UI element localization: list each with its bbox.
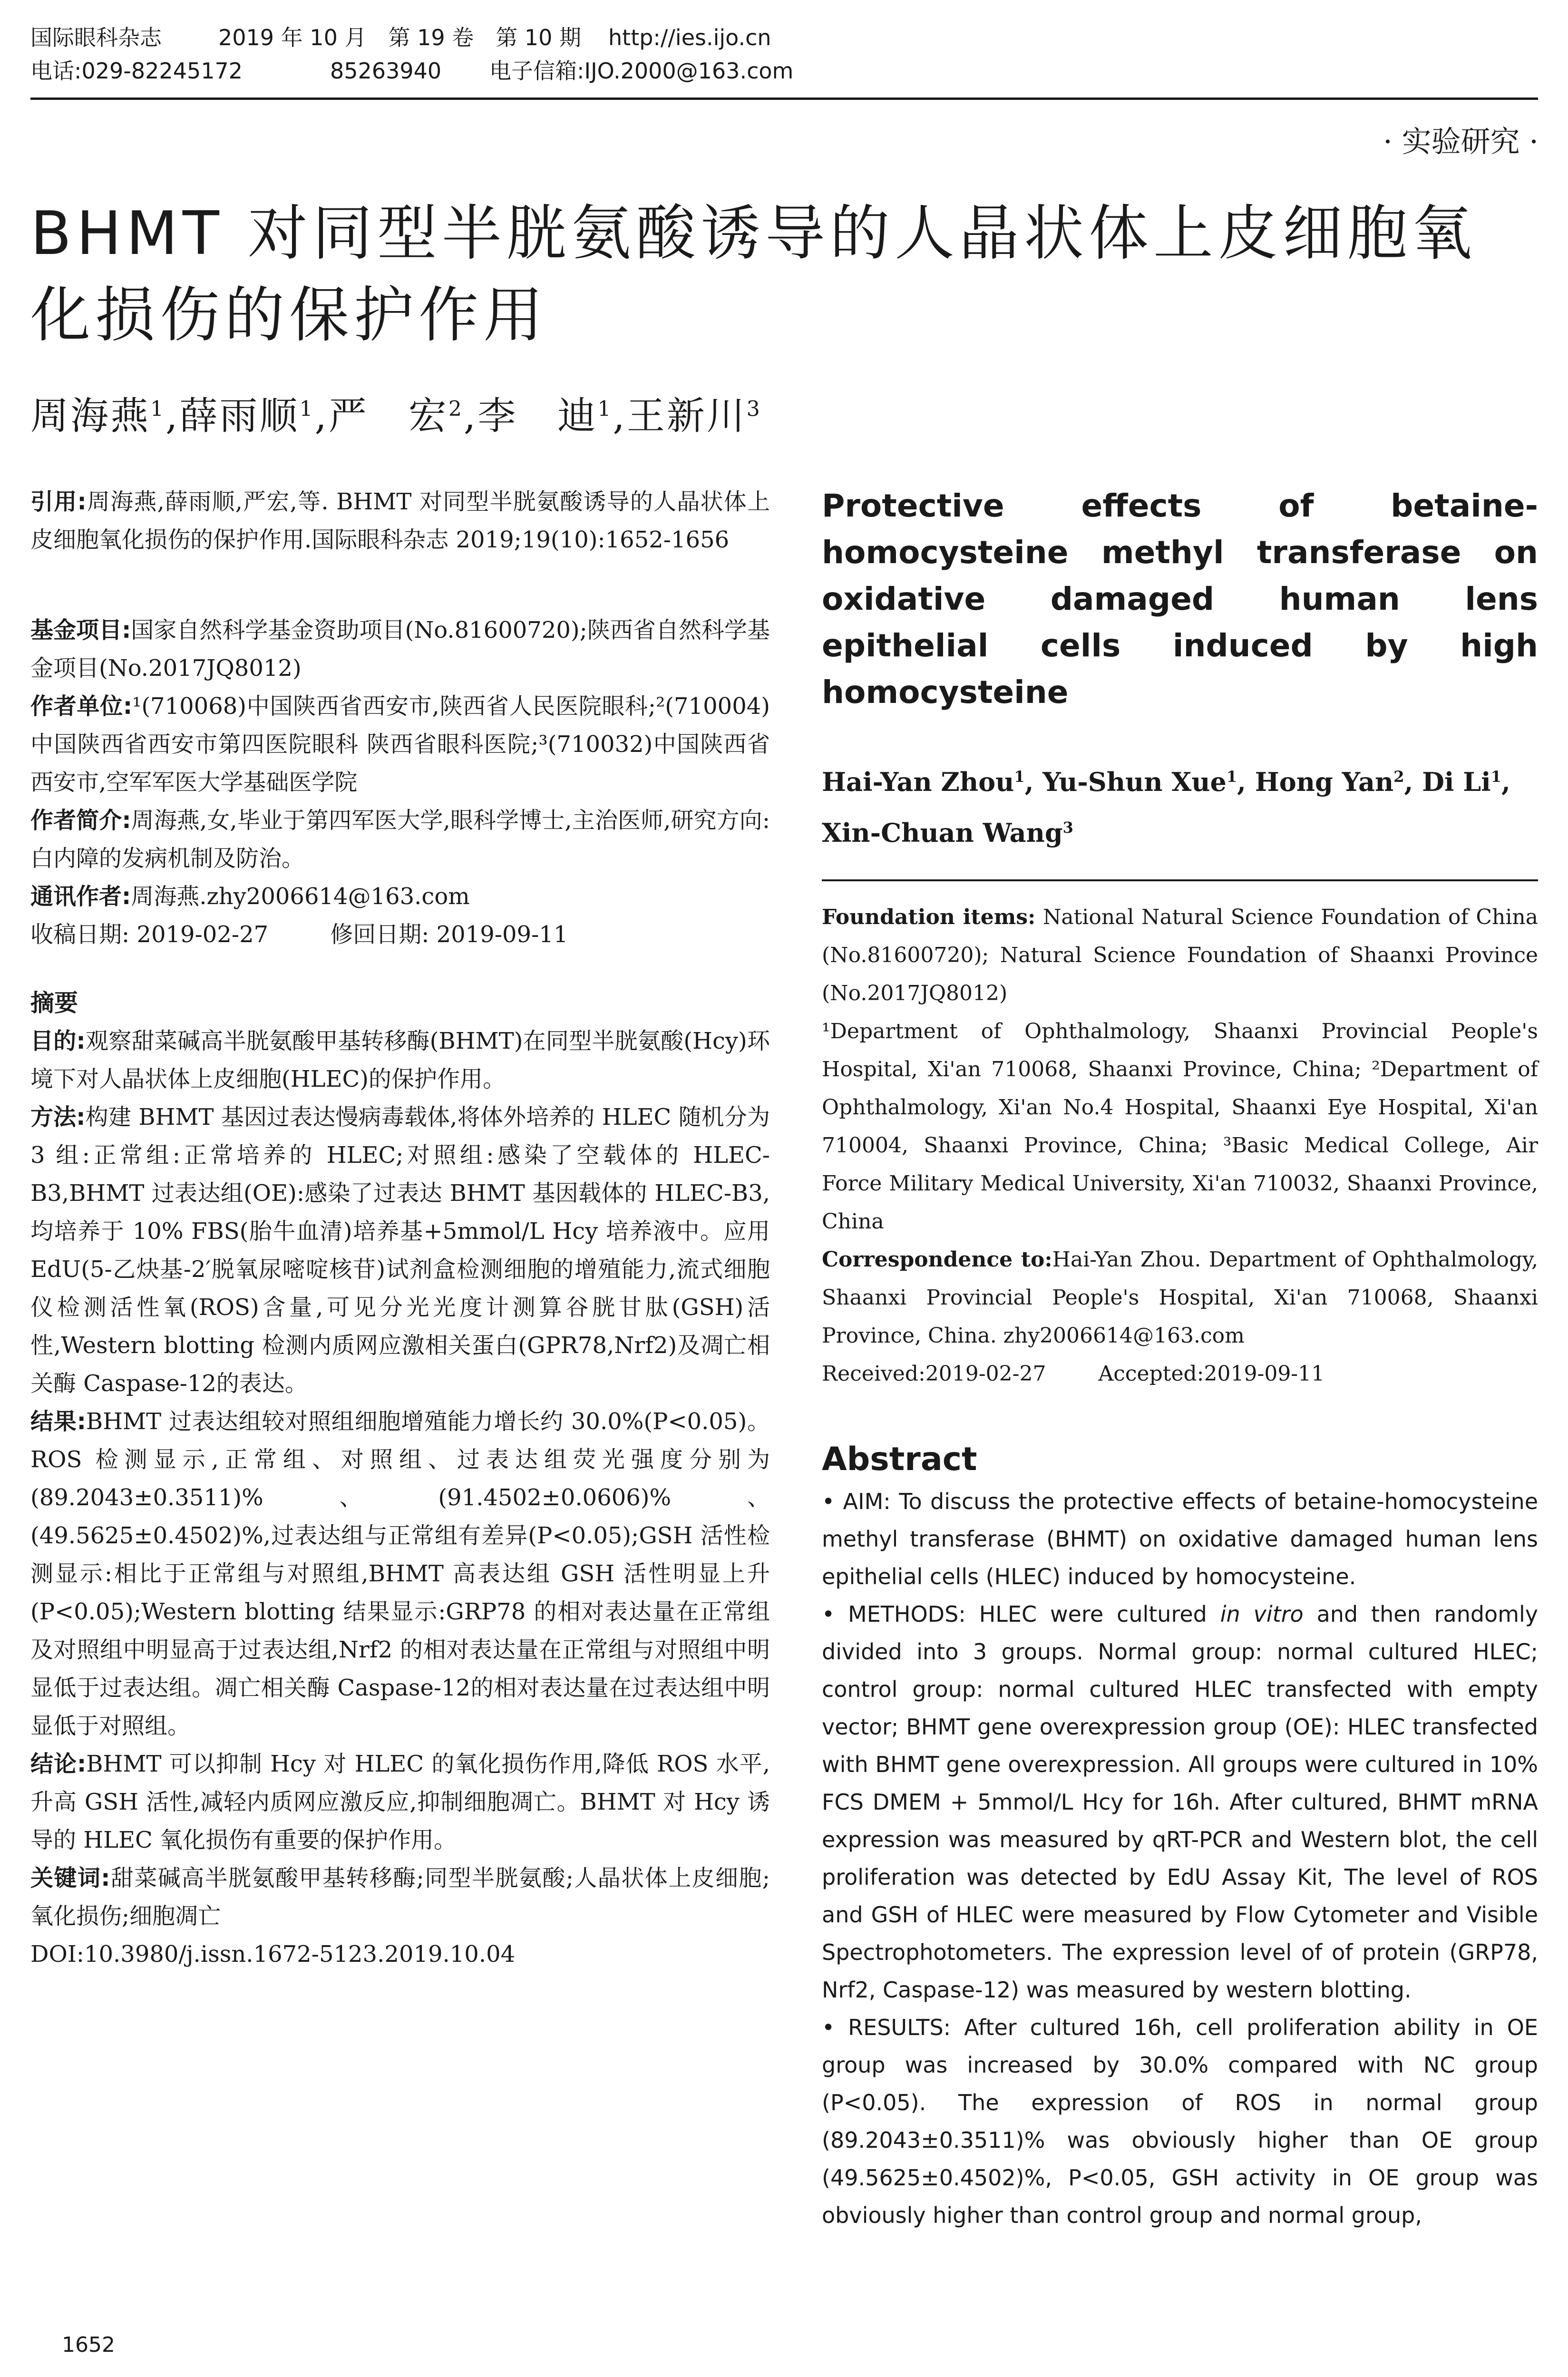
en-methods-b: and then randomly divided into 3 groups. Normal group: normal cultured HLEC; control group: normal cultured HLEC transfected with empty vector; BHMT gene overexpression group (OE): HLEC transfected with BHMT gene overexpression. All groups were cultured in 10% FCS DMEM + 5mmol/L Hcy for 16h. After cultured, BHMT mRNA expression was measured by qRT-PCR and Western blot, the cell proliferation was detected by EdU Assay Kit, The level of ROS and GSH of HLEC were measured by Flow Cytometer and Visible Spectrophotometers. The expression level of of protein (GRP78, Nrf2, Caspase-12) was measured by western blotting. [822, 1601, 1539, 2003]
journal-phone: 电话:029-82245172 [30, 58, 243, 84]
corr-label: Correspondence to: [822, 1247, 1052, 1272]
author-name: Yu-Shun Xue [1042, 767, 1227, 797]
journal-url[interactable]: http://ies.ijo.cn [608, 25, 771, 50]
citation-label: 引用: [30, 488, 87, 515]
page-number: 1652 [62, 2333, 115, 2357]
english-correspondence [822, 1241, 1538, 1355]
running-header [30, 21, 793, 88]
results-text: BHMT 过表达组较对照组细胞增殖能力增长约 30.0%(P<0.05)。ROS 检测显示,正常组、对照组、过表达组荧光强度分别为(89.2043±0.3511)%、(91.4502±0.0606)%、(49.5625±0.4502)%,过表达组与正常组有差异(P<0.05);GSH 活性检测显示:相比于正常组与对照组,BHMT 高表达组 GSH 活性明显上升(P<0.05);Western blotting 结果显示:GRP78 的相对表达量在正常组及对照组中明显高于过表达组,Nrf2 的相对表达量在正常组与对照组中明显低于过表达组。凋亡相关酶 Caspase-12的相对表达量在过表达组中明显低于对照组。 [30, 1408, 770, 1739]
abstract-results [30, 1403, 770, 1745]
author-affil-mark: 2 [448, 397, 464, 421]
fund-label: Foundation items: [822, 905, 1036, 929]
affil-text: ¹(710068)中国陕西省西安市,陕西省人民医院眼科;²(710004)中国陕西省西安市第四医院眼科 陕西省眼科医院;³(710032)中国陕西省西安市,空军军医大学基础医学院 [30, 693, 770, 796]
methods-text: 构建 BHMT 基因过表达慢病毒载体,将体外培养的 HLEC 随机分为 3 组:正常组:正常培养的 HLEC;对照组:感染了空载体的 HLEC-B3,BHMT 过表达组(OE):感染了过表达 BHMT 基因载体的 HLEC-B3,均培养于 10% FBS(胎牛血清)培养基+5mmol/L Hcy 培养液中。应用 EdU(5-乙炔基-2′脱氧尿嘧啶核苷)试剂盒检测细胞的增殖能力,流式细胞仪检测活性氧(ROS)含量,可见分光光度计测算谷胱甘肽(GSH)活性,Western blotting 检测内质网应激相关蛋白(GPR78,Nrf2)及凋亡相关酶 Caspase-12的表达。 [30, 1104, 770, 1397]
journal-phone-2: 85263940 [330, 58, 442, 84]
keywords [30, 1859, 770, 1935]
en-aim: • AIM: To discuss the protective effects of betaine-homocysteine methyl transferase (BHMT) on oxidative damaged human lens epithelial cells (HLEC) induced by homocysteine. [822, 1489, 1538, 1589]
author-name: 薛雨顺 [179, 394, 300, 438]
keywords-label: 关键词: [30, 1865, 110, 1891]
fund-text: 国家自然科学基金资助项目(No.81600720);陕西省自然科学基金项目(No.2017JQ8012) [30, 617, 770, 682]
citation-text: 周海燕,薛雨顺,严宏,等. BHMT 对同型半胱氨酸诱导的人晶状体上皮细胞氧化损伤的保护作用.国际眼科杂志 2019;19(10):1652-1656 [30, 488, 770, 553]
author-name: 李 迪 [477, 394, 598, 438]
bio-text: 周海燕,女,毕业于第四军医大学,眼科学博士,主治医师,研究方向:白内障的发病机制及防治。 [30, 807, 770, 872]
issue-info: 2019 年 10 月 第 19 卷 第 10 期 [218, 25, 582, 50]
results-label: 结果: [30, 1408, 86, 1435]
author-affil-mark: 1 [1226, 768, 1237, 786]
doi[interactable]: DOI:10.3980/j.issn.1672-5123.2019.10.04 [30, 1941, 516, 1968]
author-name: Xin-Chuan Wang [822, 818, 1063, 848]
author-affil-mark: 1 [1490, 768, 1501, 786]
author-name: 严 宏 [328, 394, 448, 438]
fund-label: 基金项目: [30, 617, 131, 643]
conclusion-text: BHMT 可以抑制 Hcy 对 HLEC 的氧化损伤作用,降低 ROS 水平,升高 GSH 活性,减轻内质网应激反应,抑制细胞凋亡。BHMT 对 Hcy 诱导的 HLEC 氧化损伤有重要的保护作用。 [30, 1751, 770, 1853]
corr-label: 通讯作者: [30, 883, 131, 910]
methods-label: 方法: [30, 1104, 86, 1130]
accepted-date: Accepted:2019-09-11 [1098, 1362, 1325, 1386]
author-affil-mark: 1 [1014, 768, 1025, 786]
author-name: Di Li [1422, 767, 1491, 797]
article-title: BHMT 对同型半胱氨酸诱导的人晶状体上皮细胞氧化损伤的保护作用 [30, 198, 1477, 350]
citation [30, 483, 770, 559]
en-results: • RESULTS: After cultured 16h, cell proliferation ability in OE group was increased by 30.0% compared with NC group (P<0.05). The expression of ROS in normal group (89.2043±0.3511)% was obviously higher than OE group (49.5625±0.4502)%, P<0.05, GSH activity in OE group was obviously higher than control group and normal group, [822, 2015, 1538, 2228]
journal-email[interactable]: 电子信箱:IJO.2000@163.com [489, 58, 794, 84]
author-list: 周海燕$^1$,薛雨顺$^1$,严 宏$^2$,李 迪$^1$,王新川$^3$ [30, 394, 762, 438]
journal-name: 国际眼科杂志 [30, 25, 162, 50]
aim-text: 观察甜菜碱高半胱氨酸甲基转移酶(BHMT)在同型半胱氨酸(Hcy)环境下对人晶状体上皮细胞(HLEC)的保护作用。 [30, 1028, 770, 1092]
en-methods-em: in vitro [1220, 1601, 1304, 1627]
author-affil-mark: 2 [1393, 768, 1404, 786]
header-rule [30, 97, 1538, 100]
keywords-text: 甜菜碱高半胱氨酸甲基转移酶;同型半胱氨酸;人晶状体上皮细胞;氧化损伤;细胞凋亡 [30, 1865, 770, 1929]
corr-text[interactable]: 周海燕.zhy2006614@163.com [131, 883, 470, 910]
received-date: 收稿日期: 2019-02-27 [30, 921, 269, 948]
abstract-conclusion [30, 1745, 770, 1859]
english-fund [822, 898, 1538, 1013]
abstract-methods [30, 1098, 770, 1403]
dates [30, 916, 770, 954]
english-dates [822, 1355, 1538, 1393]
en-methods-a: • METHODS: HLEC were cultured [822, 1601, 1220, 1627]
author-affil-mark: 3 [746, 397, 762, 421]
english-column [822, 483, 1538, 2234]
author-bio [30, 801, 770, 877]
english-author-list: Hai-Yan Zhou$^1$, Yu-Shun Xue$^1$, Hong Yan$^2$, Di Li$^1$, Xin-Chuan Wang$^3$ [822, 767, 1510, 848]
author-name: Hong Yan [1255, 767, 1394, 797]
abstract-aim [30, 1022, 770, 1098]
revised-date: 修回日期: 2019-09-11 [330, 921, 568, 948]
conclusion-label: 结论: [30, 1751, 87, 1777]
affiliation [30, 687, 770, 801]
en-methods [822, 1596, 1538, 2009]
author-affil-mark: 1 [299, 397, 315, 421]
author-affil-mark: 1 [150, 397, 166, 421]
english-title: Protective effects of betaine-homocysteine methyl transferase on oxidative damaged human lens epithelial cells induced by high homocysteine [822, 487, 1538, 711]
english-abstract [822, 1483, 1538, 2234]
aim-label: 目的: [30, 1028, 86, 1054]
corr-text[interactable]: Hai-Yan Zhou. Department of Ophthalmology, Shaanxi Provincial People's Hospital, Xi'an 710068, Shaanxi Province, China. zhy2006614@163.com [822, 1247, 1538, 1348]
author-affil-mark: 1 [597, 397, 613, 421]
author-affil-mark: 3 [1062, 818, 1073, 837]
english-affiliation: ¹Department of Ophthalmology, Shaanxi Provincial People's Hospital, Xi'an 710068, Shaanxi Province, China; ²Department of Ophthalmology, Xi'an No.4 Hospital, Shaanxi Eye Hospital, Xi'an 710004, Shaanxi Province, China; ³Basic Medical College, Air Force Military Medical University, Xi'an 710032, Shaanxi Province, China [822, 1019, 1538, 1234]
affil-label: 作者单位: [30, 693, 133, 720]
author-name: 周海燕 [30, 394, 150, 438]
section-tag: · 实验研究 · [1383, 124, 1539, 159]
chinese-column [30, 483, 770, 1973]
correspondence [30, 877, 770, 916]
fund-text: National Natural Science Foundation of China (No.81600720); Natural Science Foundation of Shaanxi Province (No.2017JQ8012) [822, 905, 1538, 1005]
author-name: 王新川 [626, 394, 747, 438]
author-name: Hai-Yan Zhou [822, 767, 1014, 797]
bio-label: 作者简介: [30, 807, 131, 834]
fund-info [30, 611, 770, 687]
received-date: Received:2019-02-27 [822, 1362, 1046, 1386]
english-abstract-heading: Abstract [822, 1441, 977, 1478]
abstract-heading: 摘要 [30, 989, 78, 1017]
